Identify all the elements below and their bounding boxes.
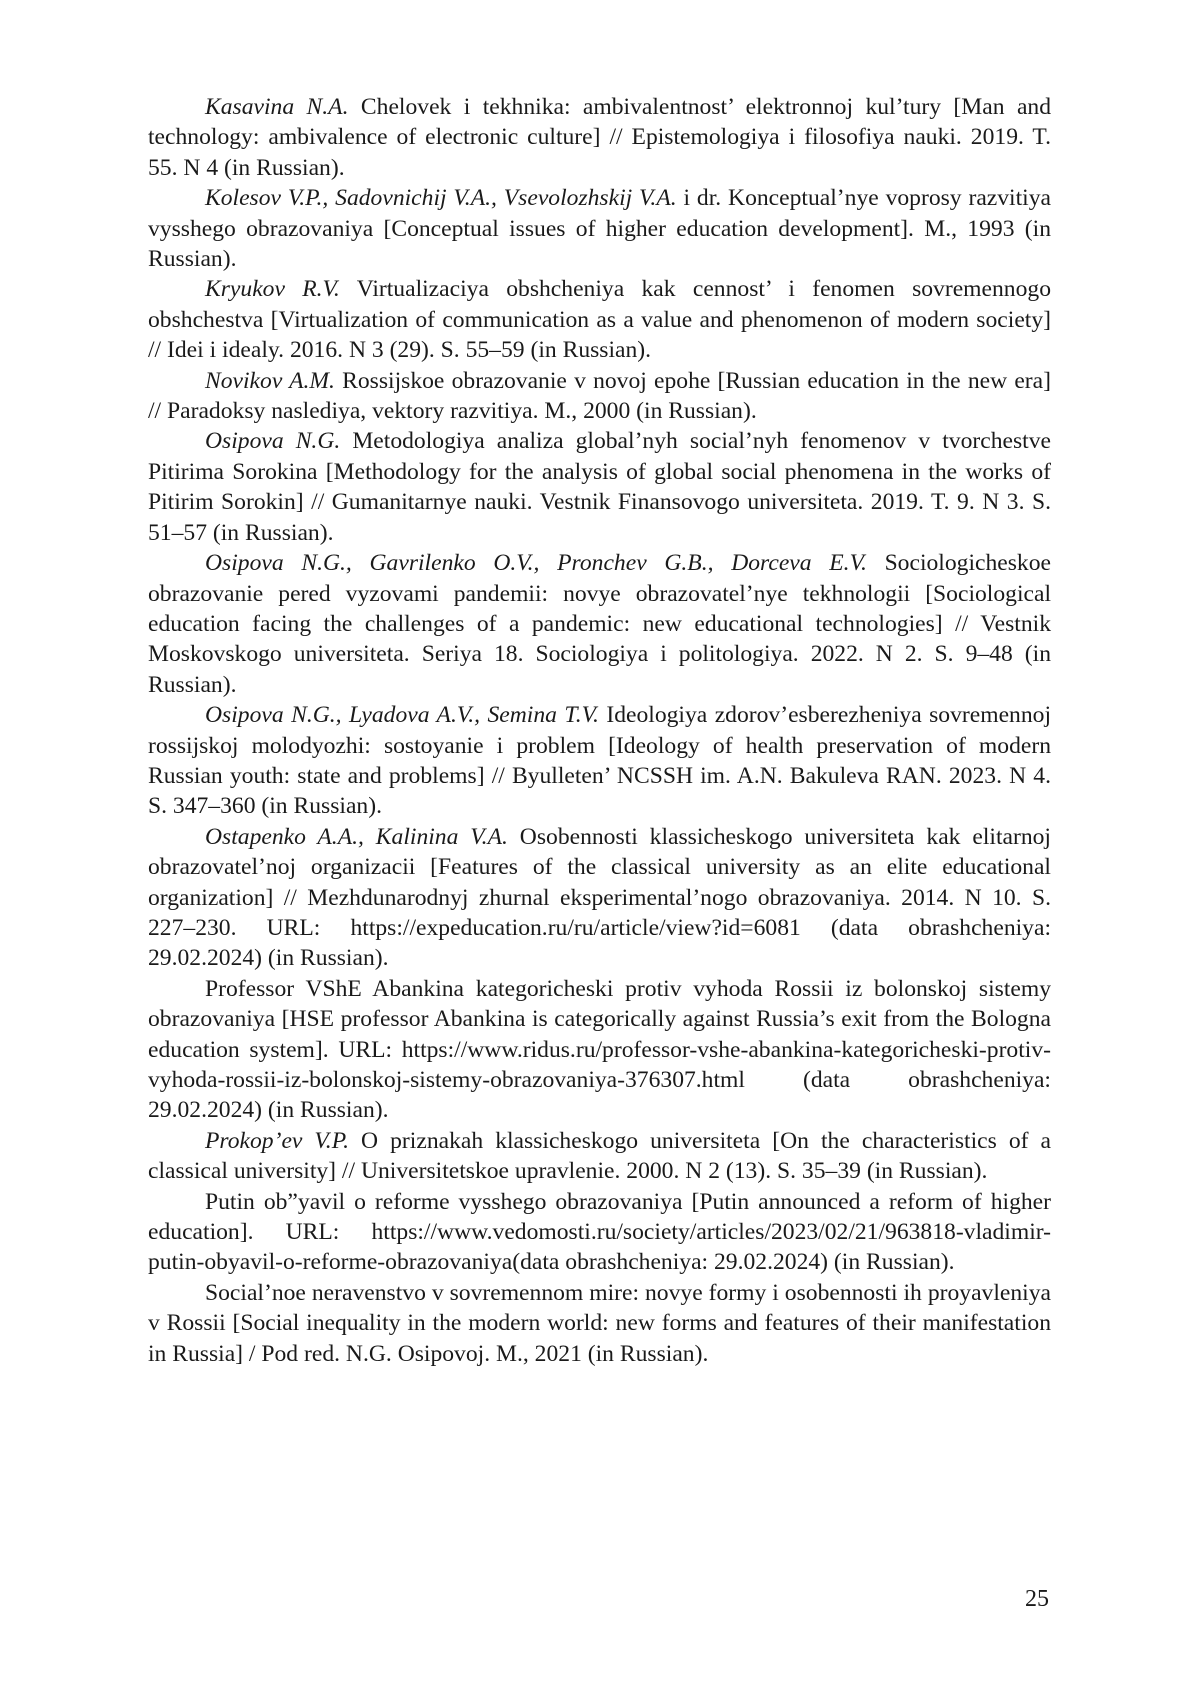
reference-authors: Novikov A.M. [205, 367, 335, 394]
reference-authors: Osipova N.G. [205, 428, 341, 455]
reference-text: Chelovek i tekhnika: ambivalentnost’ elektronnoj kul’tury [Man and technology: ambivalence of electronic culture] // Epistemologiya i filosofiya nauki. 2019. T. 55. N 4 (in Russian). [148, 94, 1052, 181]
reference-entry [148, 822, 1051, 974]
reference-text: Social’noe neravenstvo v sovremennom mire: novye formy i osobennosti ih proyavleniya v Rossii [Social inequality in the modern world: new forms and features of their manifestation in Russia] / Pod red. N.G. Osipovoj. M., 2021 (in Russian). [148, 1279, 1051, 1367]
reference-text: Metodologiya analiza global’nyh social’nyh fenomenov v tvorchestve Pitirima Sorokina [Methodology for the analysis of global social phenomena in the works of Pitirim Sorokin] // Gumanitarnye nauki. Vestnik Finansovogo universiteta. 2019. T. 9. N 3. S. 51–57 (in Russian). [148, 428, 1051, 546]
reference-entry [148, 1126, 1051, 1187]
reference-entry [148, 274, 1051, 365]
reference-text: Osobennosti klassicheskogo universiteta kak elitarnoj obrazovatel’noj organizacii [Features of the classical university as an elite educational organization] // Mezhdunarodnyj zhurnal eksperimental’nogo obrazovaniya. 2014. N 10. S. 227–230. URL: https://expeducation.ru/ru/article/view?id=6081 (data obrashcheniya: 29.02.2024) (in Russian). [148, 823, 1051, 972]
reference-authors: Osipova N.G., Lyadova A.V., Semina T.V. [205, 702, 599, 729]
reference-entry [148, 700, 1051, 822]
reference-text: Sociologicheskoe obrazovanie pered vyzovami pandemii: novye obrazovatel’nye tekhnologii [Sociological education facing the challenges of a pandemic: new educational technologies] // Vestnik Moskovskogo universiteta. Seriya 18. Sociologiya i politologiya. 2022. N 2. S. 9–48 (in Russian). [148, 550, 1051, 698]
reference-text: Putin ob”yavil o reforme vysshego obrazovaniya [Putin announced a reform of higher education]. URL: https://www.vedomosti.ru/society/articles/2023/02/21/963818-vladimir-putin-obyavil-o-reforme-obrazovaniya(data obrashcheniya: 29.02.2024) (in Russian). [148, 1188, 1051, 1276]
reference-authors: Kasavina N.A. [205, 94, 349, 120]
reference-authors: Prokop’ev V.P. [205, 1127, 349, 1154]
reference-text: Professor VShE Abankina kategoricheski protiv vyhoda Rossii iz bolonskoj sistemy obrazovaniya [HSE professor Abankina is categorically against Russia’s exit from the Bologna education system]. URL: https://www.ridus.ru/professor-vshe-abankina-kategoricheski-protiv-vyhoda-rossii-iz-bolonskoj-sistemy-obrazovaniya-376307.html (data obrashcheniya: 29.02.2024) (in Russian). [148, 975, 1051, 1124]
reference-entry [148, 1278, 1051, 1369]
reference-entry [148, 426, 1051, 548]
reference-entry [148, 974, 1051, 1126]
page-number: 25 [1025, 1586, 1049, 1612]
reference-text: O priznakah klassicheskogo universiteta [On the characteristics of a classical university] // Universitetskoe upravlenie. 2000. N 2 (13). S. 35–39 (in Russian). [148, 1127, 1052, 1185]
reference-authors: Osipova N.G., Gavrilenko O.V., Pronchev G.B., Dorceva E.V. [205, 550, 867, 577]
reference-entry [148, 548, 1051, 700]
reference-text: Virtualizaciya obshcheniya kak cennost’ i fenomen sovremennogo obshchestva [Virtualization of communication as a value and phenomenon of modern society] // Idei i idealy. 2016. N 3 (29). S. 55–59 (in Russian). [148, 276, 1051, 364]
reference-text: Rossijskoe obrazovanie v novoj epohe [Russian education in the new era] // Paradoksy naslediya, vektory razvitiya. M., 2000 (in Russian). [148, 367, 1051, 425]
reference-authors: Kolesov V.P., Sadovnichij V.A., Vsevolozhskij V.A. [205, 185, 677, 212]
reference-authors: Kryukov R.V. [205, 276, 340, 303]
reference-text: i dr. Konceptual’nye voprosy razvitiya vysshego obrazovaniya [Conceptual issues of higher education development]. M., 1993 (in Russian). [148, 185, 1051, 273]
reference-authors: Ostapenko A.A., Kalinina V.A. [205, 823, 508, 850]
reference-text: Ideologiya zdorov’esberezheniya sovremennoj rossijskoj molodyozhi: sostoyanie i problem [Ideology of health preservation of modern Russian youth: state and problems] // Byulleten’ NCSSH im. A.N. Bakuleva RAN. 2023. N 4. S. 347–360 (in Russian). [148, 702, 1051, 820]
reference-entry [148, 183, 1051, 274]
reference-entry [148, 1187, 1051, 1278]
reference-list [148, 92, 1051, 1369]
reference-entry [148, 92, 1051, 183]
reference-entry [148, 366, 1051, 427]
